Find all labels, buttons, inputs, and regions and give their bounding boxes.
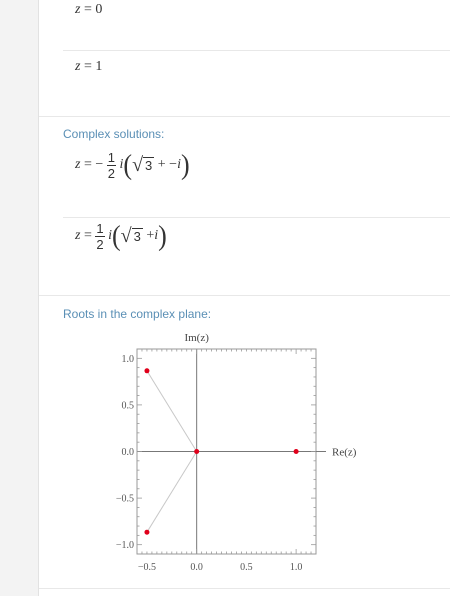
x-tick-label: 0.5 [240,562,253,573]
y-tick-label: 1.0 [121,353,134,365]
radical-sign: √ [120,224,132,247]
root-connector-line [147,452,197,533]
imaginary-unit: i [108,228,112,244]
variable: z [75,157,81,173]
variable: z [75,2,81,17]
root-point [194,449,199,454]
square-root [121,225,143,248]
variable: z [75,59,81,74]
solution-complex-1 [75,150,190,180]
radicand: 3 [145,157,153,173]
y-axis-label: Im(z) [184,332,209,344]
x-tick-label: 0.0 [190,562,203,573]
y-tick-label: 0.5 [121,400,134,412]
imaginary-unit: i [119,157,124,173]
root-connector-line [147,371,197,452]
y-tick-label: −0.5 [115,493,134,505]
solution-complex-2 [75,221,167,251]
section-divider [39,588,450,589]
x-axis-label: Re(z) [332,446,357,459]
divider [63,50,450,51]
radicand: 3 [133,228,141,244]
roots-plot [69,328,369,578]
y-tick-label: 0.0 [121,447,134,458]
imaginary-unit: i [177,157,181,173]
imaginary-unit: i [154,228,159,244]
y-tick-label: −1.0 [115,540,134,552]
value: 1 [95,59,103,74]
solution-real-1 [75,2,102,18]
root-point [294,449,299,454]
equals: = [83,2,92,17]
denominator: 2 [96,236,104,252]
roots-plot-title: Roots in the complex plane: [63,307,212,321]
operator: + − [157,157,178,173]
numerator: 1 [107,149,115,165]
denominator: 2 [107,165,115,181]
left-paren: ( [123,148,133,181]
left-paren: ( [111,219,121,252]
root-point [144,368,149,373]
x-tick-label: 1.0 [289,562,303,573]
right-paren: ) [158,219,167,252]
fraction [107,151,116,180]
equals: = [83,59,92,74]
variable: z [75,228,81,244]
section-divider [39,116,450,117]
divider [63,217,450,218]
x-tick-label: −0.5 [137,562,157,573]
numerator: 1 [96,220,104,236]
solution-real-2 [75,59,102,75]
right-paren: ) [180,148,190,181]
equals: = [83,228,92,244]
complex-solutions-title: Complex solutions: [63,127,165,141]
radical-sign: √ [132,153,144,176]
sign: − [95,157,104,173]
root-point [144,530,149,535]
operator: + [146,228,155,244]
value: 0 [95,2,103,17]
section-divider [39,295,450,296]
equals: = [83,157,92,173]
results-panel [38,0,450,596]
square-root [132,154,154,177]
fraction [95,222,104,251]
